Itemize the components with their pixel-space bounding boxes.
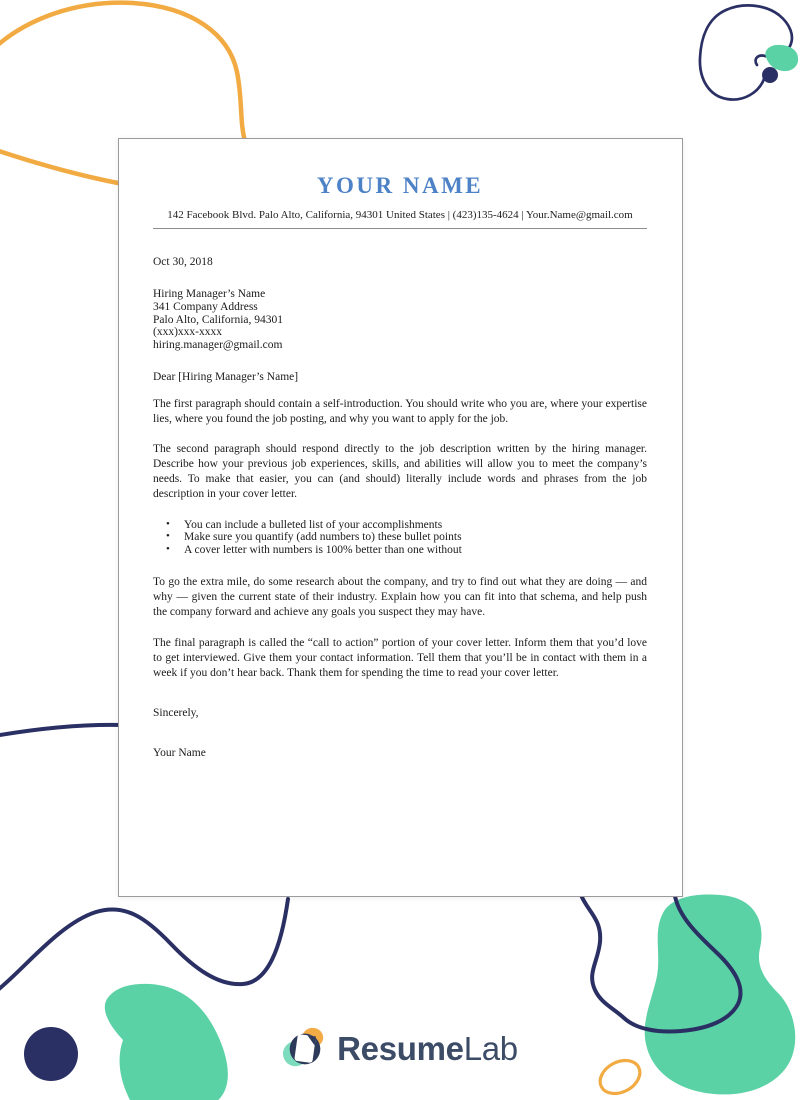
- bullet-item: [153, 531, 647, 543]
- paragraph-final: The final paragraph is called the “call to action” portion of your cover letter. Inform them that you’d love to get interviewed. Give them your contact information. Tell them that you’ll be in contact with them in a week if you don’t hear back. Thank them for spending the time to read your cover letter.: [153, 637, 647, 680]
- cover-letter-page: [118, 138, 683, 897]
- letter-salutation: Dear [Hiring Manager’s Name]: [153, 370, 299, 383]
- header-divider: [153, 228, 647, 229]
- letter-name-heading: YOUR NAME: [316, 173, 484, 198]
- letter-signature: Your Name: [153, 747, 206, 760]
- recipient-line: 341 Company Address: [153, 300, 258, 313]
- bullet-icon: •: [166, 517, 170, 530]
- navy-line-mid-left: [0, 725, 122, 736]
- logo-text-lab: Lab: [463, 1030, 518, 1067]
- bullet-text: Make sure you quantify (add numbers to) these bullet points: [184, 531, 462, 544]
- recipient-line: Palo Alto, California, 94301: [153, 313, 284, 326]
- resumelab-logo-text: [337, 1026, 518, 1072]
- paragraph-research: To go the extra mile, do some research about the company, and try to find out what they are doing — and why — given the current state of their industry. Explain how you can fit into that schema, and help push the company forward and achieve any goals you suspect they may have.: [153, 576, 647, 619]
- navy-squiggle-bottom-left: [0, 899, 288, 993]
- resumelab-logo: [0, 1026, 800, 1072]
- accomplishments-bullet-list: [153, 519, 647, 556]
- resumelab-logo-icon: [282, 1026, 328, 1072]
- bullet-icon: •: [166, 530, 170, 543]
- paragraph-intro: The first paragraph should contain a self-introduction. You should write who you are, where your expertise lies, where you found the job posting, and why you want to apply for the job.: [153, 397, 647, 425]
- letter-contact-line: 142 Facebook Blvd. Palo Alto, California, 94301 United States | (423)135-4624 | Your.Name@gmail.com: [167, 209, 633, 221]
- logo-text-resume: Resume: [337, 1030, 464, 1067]
- navy-dot: [762, 67, 778, 83]
- recipient-address-block: [153, 288, 647, 352]
- bullet-item: [153, 519, 647, 531]
- letter-date: Oct 30, 2018: [153, 256, 213, 268]
- bullet-icon: •: [166, 542, 170, 555]
- bullet-item: [153, 544, 647, 556]
- recipient-line: Hiring Manager’s Name: [153, 288, 266, 300]
- paragraph-second: The second paragraph should respond directly to the job description written by the hiring manager. Describe how your previous job experiences, skills, and abilities will allow you to meet the company’s needs. To make that easier, you can (and should) literally include words and phrases from the job description in your cover letter.: [153, 442, 647, 500]
- letter-closing: Sincerely,: [153, 707, 199, 720]
- bullet-text: You can include a bulleted list of your accomplishments: [184, 518, 443, 531]
- recipient-line: (xxx)xxx-xxxx: [153, 326, 222, 339]
- bullet-text: A cover letter with numbers is 100% better than one without: [184, 543, 462, 556]
- recipient-line: hiring.manager@gmail.com: [153, 339, 283, 352]
